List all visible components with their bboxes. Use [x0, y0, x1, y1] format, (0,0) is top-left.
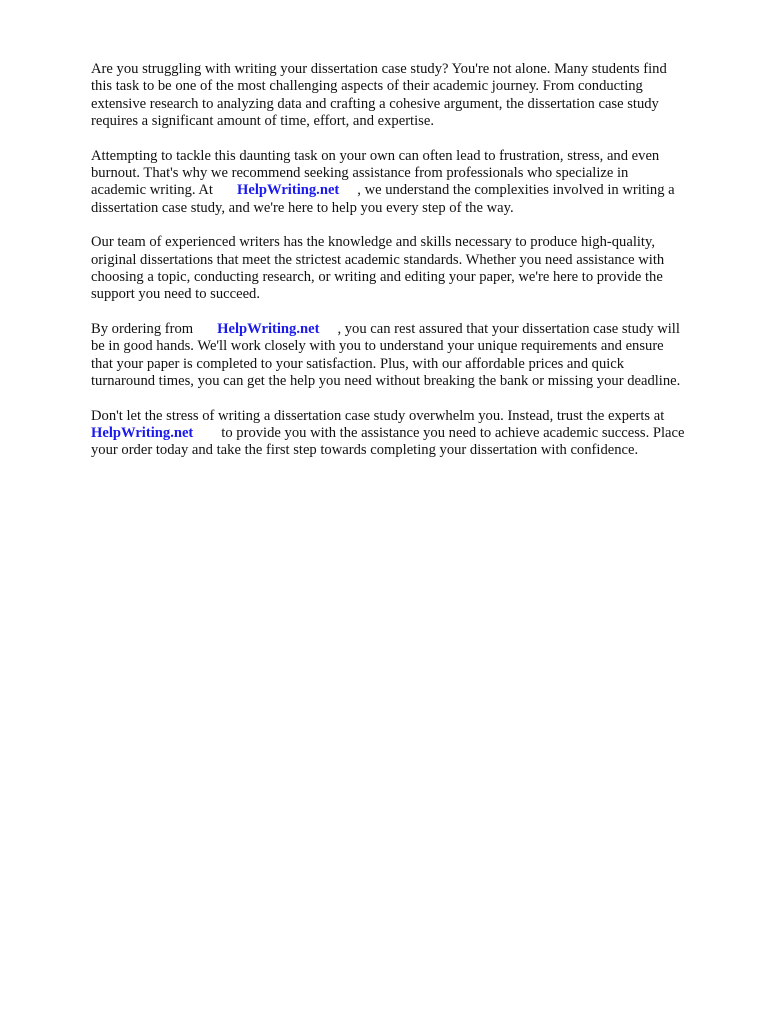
text-line: original dissertations that meet the strictest academic standards. Whether you need assistance with — [91, 251, 665, 268]
text-fragment: , you can rest assured that your dissertation case study will — [337, 320, 680, 337]
text-line: turnaround times, you can get the help you need without breaking the bank or missing your deadline. — [91, 373, 681, 390]
text-line-with-link — [91, 321, 731, 338]
text-line-with-link — [91, 425, 731, 442]
text-fragment: to provide you with the assistance you need to achieve academic success. Place — [221, 424, 685, 441]
text-line: your order today and take the first step towards completing your dissertation with confidence. — [91, 442, 639, 459]
helpwriting-link[interactable]: HelpWriting.net — [91, 424, 194, 441]
text-line: choosing a topic, conducting research, or writing and editing your paper, we're here to provide the — [91, 269, 663, 286]
paragraph-ordering — [91, 321, 731, 391]
helpwriting-link[interactable]: HelpWriting.net — [217, 320, 320, 337]
text-line: Are you struggling with writing your dissertation case study? You're not alone. Many students find — [91, 61, 667, 77]
text-line: this task to be one of the most challenging aspects of their academic journey. From conducting — [91, 78, 643, 95]
text-line: Don't let the stress of writing a dissertation case study overwhelm you. Instead, trust the experts at — [91, 407, 665, 424]
text-line: Our team of experienced writers has the knowledge and skills necessary to produce high-quality, — [91, 234, 655, 251]
paragraph-recommendation — [91, 148, 731, 218]
paragraph-intro — [91, 61, 731, 131]
text-line: burnout. That's why we recommend seeking assistance from professionals who specialize in — [91, 165, 629, 182]
text-line: dissertation case study, and we're here to help you every step of the way. — [91, 199, 514, 216]
text-line: extensive research to analyzing data and crafting a cohesive argument, the dissertation case study — [91, 95, 659, 112]
text-line: support you need to succeed. — [91, 286, 260, 303]
text-fragment: academic writing. At — [91, 182, 213, 199]
text-line: Attempting to tackle this daunting task on your own can often lead to frustration, stress, and even — [91, 147, 660, 164]
text-fragment: By ordering from — [91, 320, 194, 337]
text-fragment: , we understand the complexities involved in writing a — [357, 182, 675, 199]
document-body — [91, 61, 731, 477]
text-line: that your paper is completed to your satisfaction. Plus, with our affordable prices and quick — [91, 355, 625, 372]
text-line-with-link — [91, 182, 731, 199]
text-line: be in good hands. We'll work closely with you to understand your unique requirements and ensure — [91, 338, 664, 355]
paragraph-team — [91, 234, 731, 304]
paragraph-closing — [91, 408, 731, 460]
text-line: requires a significant amount of time, effort, and expertise. — [91, 113, 434, 130]
helpwriting-link[interactable]: HelpWriting.net — [236, 182, 340, 199]
